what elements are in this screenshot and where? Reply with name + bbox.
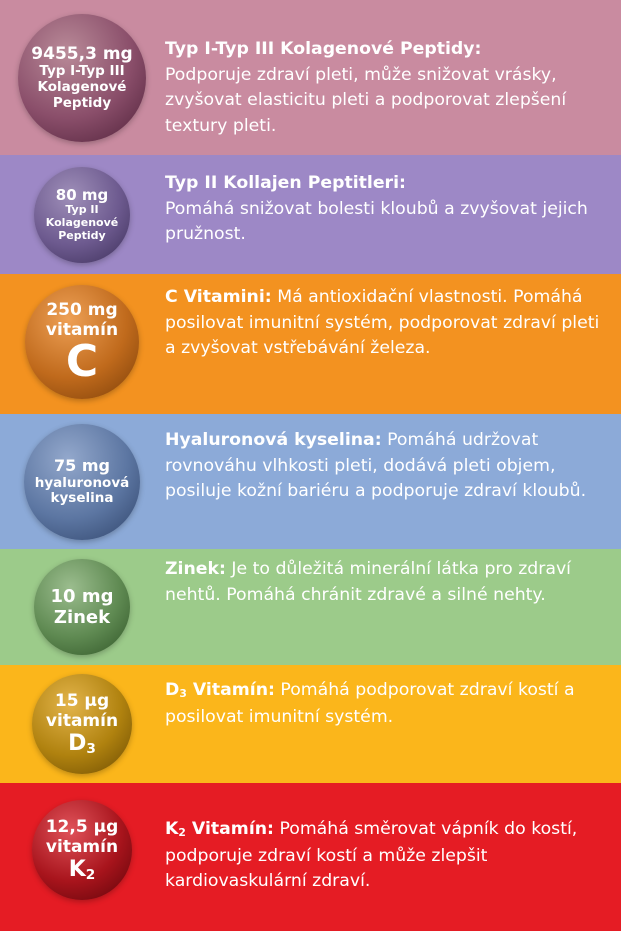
orb-label-line: vitamín [45, 837, 119, 858]
panel-text [165, 817, 607, 895]
orb-letter-sub: 3 [86, 740, 96, 757]
panel-description: Pomáhá směrovat vápník do kostí, podporuje zdraví kostí a může zlepšit kardiovaskulární zdraví. [165, 819, 578, 891]
orb-label-line: hyaluronová [34, 474, 130, 491]
panel-title [165, 819, 274, 839]
orb-label-line: kyselina [50, 490, 114, 507]
panel-title [165, 680, 275, 700]
orb-label-line: Zinek [53, 607, 111, 628]
orb-label-line: Peptidy [52, 94, 112, 111]
panel-title: Zinek: [165, 559, 226, 579]
panel-collagen-type-1-3 [0, 0, 621, 155]
orb-collagen-type-1-3 [18, 14, 146, 142]
panel-text [165, 557, 607, 608]
panel-text [165, 171, 607, 248]
orb-amount: 9455,3 mg [31, 44, 133, 65]
orb-amount: 250 mg [46, 299, 118, 320]
panel-collagen-type-2 [0, 155, 621, 274]
orb-letter: C [65, 336, 99, 388]
orb-letter [69, 857, 96, 883]
title-rest: Vitamín: [185, 819, 274, 839]
orb-label-line: Typ I-Typ III [39, 63, 125, 80]
orb-label-line: Kolagenové [37, 79, 127, 96]
panel-text [165, 428, 607, 505]
orb-vitamin-c [25, 285, 139, 399]
panel-description: Podporuje zdraví pleti, může snižovat vrásky, zvyšovat elasticitu pleti a podporovat zlepšení textury pleti. [165, 64, 567, 136]
panel-vitamin-d3 [0, 665, 621, 783]
orb-letter-main: K [68, 857, 86, 883]
panel-title: C Vitamini: [165, 287, 272, 307]
panel-zinc [0, 549, 621, 665]
panel-vitamin-c [0, 274, 621, 414]
panel-description: Má antioxidační vlastnosti. Pomáhá posilovat imunitní systém, podporovat zdraví pleti a zvyšovat vstřebávání železa. [165, 287, 600, 358]
panel-vitamin-k2 [0, 783, 621, 931]
orb-amount: 12,5 µg [45, 816, 119, 837]
orb-collagen-type-2 [34, 167, 130, 263]
panel-title: Hyaluronová kyselina: [165, 430, 382, 450]
orb-label-line: Typ II [65, 203, 99, 217]
panel-text [165, 678, 607, 730]
orb-letter-sub: 2 [85, 866, 96, 883]
panel-hyaluronic-acid [0, 414, 621, 549]
panel-description: Pomáhá udržovat rovnováhu vlhkosti pleti, dodává pleti objem, posiluje kožní bariéru a podporuje zdraví kloubů. [165, 430, 587, 501]
orb-amount: 75 mg [54, 455, 110, 475]
title-sub: 2 [178, 825, 186, 839]
orb-vitamin-k2 [32, 800, 132, 900]
orb-amount: 80 mg [55, 185, 109, 204]
panel-description: Pomáhá podporovat zdraví kostí a posilovat imunitní systém. [165, 680, 575, 727]
orb-label-line: vitamín [45, 320, 119, 340]
panel-text [165, 285, 607, 362]
orb-letter-main: D [68, 731, 87, 757]
title-letter: D [165, 680, 180, 700]
panel-text [165, 37, 607, 139]
orb-amount: 15 µg [54, 690, 110, 711]
panel-description: Pomáhá snižovat bolesti kloubů a zvyšovat jejich pružnost. [165, 198, 588, 244]
orb-amount: 10 mg [50, 585, 114, 607]
orb-label-line: Peptidy [58, 229, 106, 243]
orb-vitamin-d3 [32, 674, 132, 774]
orb-label-line: Kolagenové [45, 216, 119, 230]
panel-description: Je to důležitá minerální látka pro zdraví nehtů. Pomáhá chránit zdravé a silné nehty. [165, 559, 571, 605]
title-letter: K [165, 819, 179, 839]
panel-title: Typ II Kollajen Peptitleri: [165, 173, 406, 193]
orb-zinc [34, 559, 130, 655]
title-sub: 3 [179, 686, 187, 700]
panel-title: Typ I-Typ III Kolagenové Peptidy: [165, 39, 482, 59]
orb-hyaluronic-acid [24, 424, 140, 540]
orb-letter [68, 731, 96, 757]
title-rest: Vitamín: [186, 680, 275, 700]
orb-label-line: vitamín [45, 711, 119, 732]
